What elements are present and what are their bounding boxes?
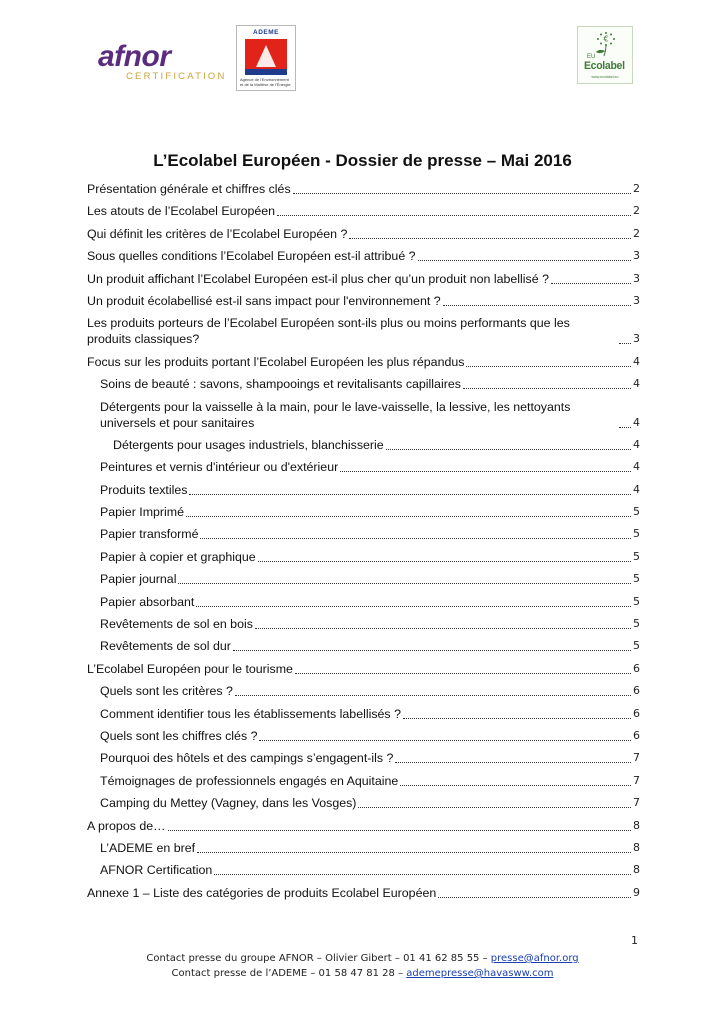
toc-entry[interactable] xyxy=(87,840,640,856)
afnor-press-email-link[interactable]: presse@afnor.org xyxy=(490,953,579,964)
toc-entry[interactable] xyxy=(87,399,640,431)
toc-entry-page: 2 xyxy=(633,182,640,195)
afnor-certification-logo xyxy=(98,42,228,84)
toc-leader-dots xyxy=(186,515,631,517)
toc-entry-page: 5 xyxy=(633,527,640,541)
svg-text:€: € xyxy=(603,34,609,44)
toc-entry[interactable] xyxy=(87,885,640,901)
toc-entry-page: 9 xyxy=(633,885,640,899)
table-of-contents xyxy=(87,181,640,907)
toc-entry-title: L’ADEME en bref xyxy=(100,840,196,855)
toc-entry[interactable] xyxy=(87,248,640,264)
toc-entry-title: Papier à copier et graphique xyxy=(100,549,256,564)
toc-entry-page: 7 xyxy=(633,796,640,810)
toc-entry[interactable] xyxy=(87,226,640,242)
toc-entry[interactable] xyxy=(87,271,640,287)
toc-leader-dots xyxy=(400,784,631,786)
toc-entry-title: Revêtements de sol dur xyxy=(100,639,231,654)
toc-leader-dots xyxy=(295,672,631,674)
ecolabel-url: www.ecolabel.eu xyxy=(591,75,619,79)
toc-entry-page: 4 xyxy=(633,354,640,368)
toc-entry[interactable] xyxy=(87,683,640,699)
toc-entry[interactable] xyxy=(87,571,640,587)
toc-entry-title: Papier absorbant xyxy=(100,594,195,609)
toc-leader-dots xyxy=(418,259,631,261)
toc-entry-page: 3 xyxy=(633,249,640,263)
toc-leader-dots xyxy=(277,214,631,216)
toc-entry-title: Revêtements de sol en bois xyxy=(100,617,253,632)
toc-leader-dots xyxy=(233,649,631,651)
toc-entry-title: Papier journal xyxy=(100,572,177,587)
toc-entry-title: L’Ecolabel Européen pour le tourisme xyxy=(87,661,293,676)
toc-entry[interactable] xyxy=(87,594,640,610)
toc-entry-page: 6 xyxy=(633,728,640,742)
toc-entry-page: 3 xyxy=(633,271,640,285)
toc-entry[interactable] xyxy=(87,818,640,834)
toc-entry-page: 2 xyxy=(633,204,640,218)
toc-leader-dots xyxy=(258,560,631,562)
toc-entry[interactable] xyxy=(87,526,640,542)
toc-entry[interactable] xyxy=(87,459,640,475)
toc-entry-page: 5 xyxy=(633,639,640,653)
toc-entry[interactable] xyxy=(87,181,640,197)
toc-entry-page: 4 xyxy=(633,415,640,429)
toc-leader-dots xyxy=(189,493,631,495)
toc-entry[interactable] xyxy=(87,773,640,789)
toc-entry-title: Papier transformé xyxy=(100,527,199,542)
toc-leader-dots xyxy=(619,342,631,344)
toc-entry-page: 5 xyxy=(633,594,640,608)
toc-entry-page: 8 xyxy=(633,818,640,832)
toc-entry[interactable] xyxy=(87,203,640,219)
toc-entry-title: Détergents pour usages industriels, blanchisserie xyxy=(113,437,384,452)
ecolabel-flower-icon xyxy=(584,29,628,57)
afnor-logo-subtitle: CERTIFICATION xyxy=(126,71,227,82)
ademe-press-email-link[interactable]: ademepresse@havasww.com xyxy=(406,968,554,979)
toc-entry-title: Un produit écolabellisé est-il sans impact pour l'environnement ? xyxy=(87,293,441,308)
toc-leader-dots xyxy=(197,851,631,853)
toc-leader-dots xyxy=(619,426,631,428)
toc-leader-dots xyxy=(403,717,631,719)
ademe-logo-title: ADEME xyxy=(253,29,279,36)
eu-ecolabel-logo xyxy=(577,26,633,84)
toc-leader-dots xyxy=(255,627,631,629)
toc-entry-page: 3 xyxy=(633,293,640,307)
toc-entry-title: Les produits porteurs de l’Ecolabel Européen sont-ils plus ou moins performants que les produits classiques? xyxy=(87,316,570,347)
toc-leader-dots xyxy=(438,896,631,898)
toc-entry[interactable] xyxy=(87,661,640,677)
page-number: 1 xyxy=(631,934,638,947)
toc-entry[interactable] xyxy=(87,549,640,565)
toc-entry[interactable] xyxy=(87,354,640,370)
toc-leader-dots xyxy=(340,470,631,472)
toc-entry-title: Détergents pour la vaisselle à la main, pour le lave-vaisselle, la lessive, les nettoyants universels et pour sanitaires xyxy=(100,399,571,430)
ecolabel-word: Ecolabel xyxy=(584,60,625,72)
toc-entry-title: Soins de beauté : savons, shampooings et revitalisants capillaires xyxy=(100,377,461,392)
footer-afnor-text: Contact presse du groupe AFNOR – Olivier Gibert – 01 41 62 85 55 – xyxy=(146,953,491,964)
ademe-logo-subtitle: Agence de l'Environnement et de la Maîtrise de l'Énergie xyxy=(240,77,291,87)
toc-leader-dots xyxy=(235,694,631,696)
toc-entry-title: Présentation générale et chiffres clés xyxy=(87,182,291,196)
toc-entry[interactable] xyxy=(87,504,640,520)
ademe-emblem-icon xyxy=(245,39,287,75)
toc-leader-dots xyxy=(200,537,631,539)
toc-entry-title: Pourquoi des hôtels et des campings s’engagent-ils ? xyxy=(100,751,394,766)
toc-entry-page: 2 xyxy=(633,226,640,240)
toc-entry-title: Témoignages de professionnels engagés en Aquitaine xyxy=(100,773,399,788)
toc-leader-dots xyxy=(551,282,631,284)
ademe-logo xyxy=(236,25,296,91)
toc-leader-dots xyxy=(259,739,631,741)
footer-contacts xyxy=(0,951,725,981)
toc-leader-dots xyxy=(168,829,631,831)
toc-entry[interactable] xyxy=(87,293,640,309)
toc-entry-page: 4 xyxy=(633,460,640,474)
toc-entry-page: 5 xyxy=(633,549,640,563)
toc-entry-title: Quels sont les chiffres clés ? xyxy=(100,728,258,743)
toc-entry-title: A propos de… xyxy=(87,818,166,833)
toc-entry[interactable] xyxy=(87,376,640,392)
toc-entry-title: Produits textiles xyxy=(100,482,188,497)
toc-entry-title: Quels sont les critères ? xyxy=(100,684,233,699)
toc-leader-dots xyxy=(178,582,631,584)
toc-entry-title: Les atouts de l’Ecolabel Européen xyxy=(87,204,276,219)
toc-entry-page: 4 xyxy=(633,377,640,391)
toc-entry[interactable] xyxy=(87,616,640,632)
toc-entry-page: 7 xyxy=(633,751,640,765)
toc-entry-page: 5 xyxy=(633,572,640,586)
toc-entry-page: 7 xyxy=(633,773,640,787)
footer-ademe-text: Contact presse de l’ADEME – 01 58 47 81 28 – xyxy=(171,968,407,979)
toc-entry[interactable] xyxy=(87,437,640,453)
afnor-logo-word: afnor xyxy=(98,40,171,73)
toc-leader-dots xyxy=(463,387,631,389)
toc-entry-title: Annexe 1 – Liste des catégories de produits Ecolabel Européen xyxy=(87,885,437,900)
toc-entry-title: Papier Imprimé xyxy=(100,505,185,520)
toc-entry[interactable] xyxy=(87,315,640,347)
toc-entry[interactable] xyxy=(87,728,640,744)
toc-entry-page: 4 xyxy=(633,437,640,451)
toc-entry-page: 8 xyxy=(633,840,640,854)
toc-entry-page: 6 xyxy=(633,706,640,720)
toc-entry-page: 5 xyxy=(633,617,640,631)
toc-entry-title: Focus sur les produits portant l’Ecolabel Européen les plus répandus xyxy=(87,354,465,369)
toc-entry-title: Un produit affichant l’Ecolabel Européen est-il plus cher qu’un produit non labellisé ? xyxy=(87,271,549,286)
document-title: L’Ecolabel Européen - Dossier de presse – Mai 2016 xyxy=(153,151,572,170)
toc-entry-page: 8 xyxy=(633,863,640,877)
toc-entry-page: 4 xyxy=(633,482,640,496)
footer-line-afnor xyxy=(0,951,725,966)
toc-entry-title: Peintures et vernis d'intérieur ou d'extérieur xyxy=(100,460,339,475)
toc-leader-dots xyxy=(196,605,631,607)
toc-entry-page: 6 xyxy=(633,684,640,698)
toc-entry[interactable] xyxy=(87,795,640,811)
toc-entry-page: 3 xyxy=(633,332,640,346)
toc-leader-dots xyxy=(293,192,631,194)
toc-entry[interactable] xyxy=(87,638,640,654)
toc-entry-page: 5 xyxy=(633,505,640,519)
toc-leader-dots xyxy=(395,761,631,763)
toc-leader-dots xyxy=(466,365,631,367)
footer-line-ademe xyxy=(0,966,725,981)
toc-leader-dots xyxy=(214,873,631,875)
toc-entry[interactable] xyxy=(87,706,640,722)
toc-entry[interactable] xyxy=(87,862,640,878)
toc-entry-title: Qui définit les critères de l’Ecolabel Européen ? xyxy=(87,226,348,241)
toc-entry-title: Comment identifier tous les établissements labellisés ? xyxy=(100,706,401,721)
toc-entry[interactable] xyxy=(87,750,640,766)
toc-entry[interactable] xyxy=(87,482,640,498)
toc-entry-title: Camping du Mettey (Vagney, dans les Vosges) xyxy=(100,796,357,811)
toc-leader-dots xyxy=(386,448,631,450)
toc-leader-dots xyxy=(358,806,631,808)
ecolabel-eu-label: EU xyxy=(587,54,596,60)
toc-entry-title: Sous quelles conditions l’Ecolabel Européen est-il attribué ? xyxy=(87,249,416,264)
toc-entry-page: 6 xyxy=(633,661,640,675)
toc-leader-dots xyxy=(443,304,631,306)
toc-leader-dots xyxy=(349,237,631,239)
toc-entry-title: AFNOR Certification xyxy=(100,863,213,878)
